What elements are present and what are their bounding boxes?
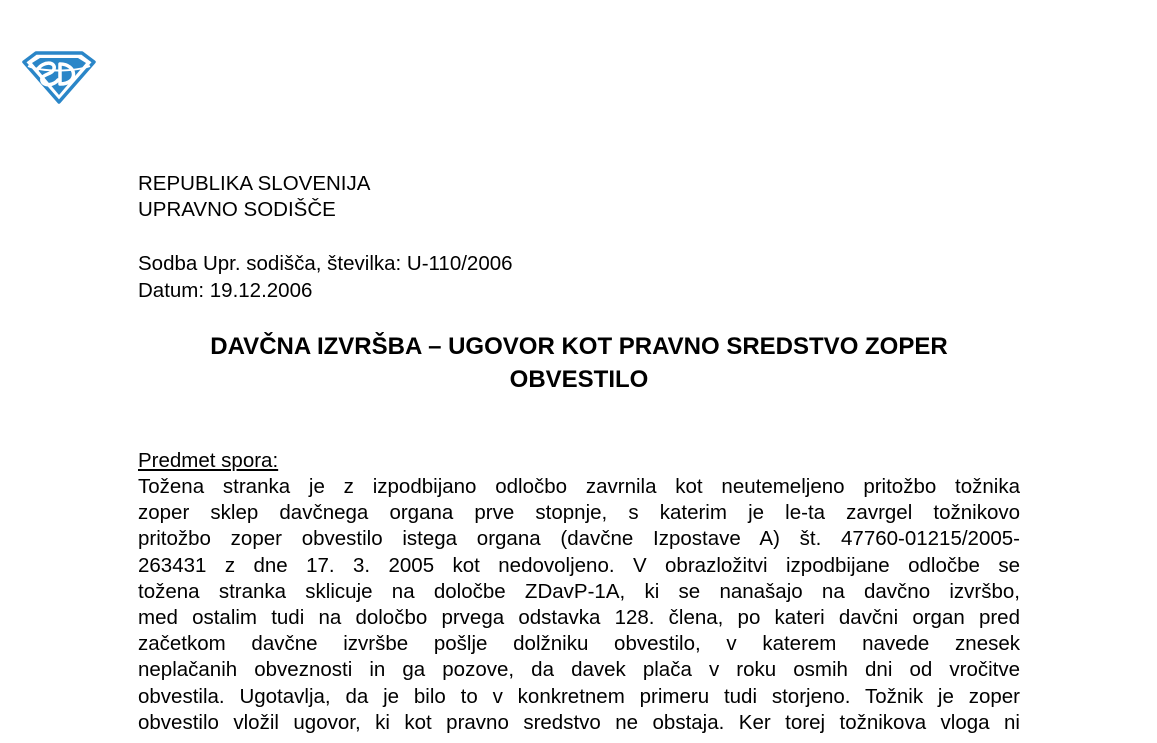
paragraph-line: 263431 z dne 17. 3. 2005 kot nedovoljeno. V obrazložitvi izpodbijane odločbe se xyxy=(138,553,1020,577)
paragraph-line: zoper sklep davčnega organa prve stopnje, s katerim je le-ta zavrgel tožnikovo xyxy=(138,501,1020,525)
document-title xyxy=(138,330,1020,396)
document-title-line-1: DAVČNA IZVRŠBA – UGOVOR KOT PRAVNO SREDSTVO ZOPER xyxy=(210,333,948,360)
court-name: UPRAVNO SODIŠČE xyxy=(138,198,336,221)
paragraph-line: začetkom davčne izvršbe pošlje dolžniku obvestilo, v katerem navede znesek xyxy=(138,632,1020,656)
judgment-date: Datum: 19.12.2006 xyxy=(138,279,313,302)
paragraph-line: obvestila. Ugotavlja, da je bilo to v konkretnem primeru tudi storjeno. Tožnik je zoper xyxy=(138,684,1020,708)
republic-name: REPUBLIKA SLOVENIJA xyxy=(138,172,371,195)
paragraph-line: med ostalim tudi na določbo prvega odstavka 128. člena, po kateri davčni organ pred xyxy=(138,605,1020,629)
document-title-line-2: OBVESTILO xyxy=(509,366,649,393)
paragraph-line: obvestilo vložil ugovor, ki kot pravno sredstvo ne obstaja. Ker torej tožnikova vloga ni xyxy=(138,710,1020,734)
paragraph-line: Tožena stranka je z izpodbijano odločbo zavrnila kot neutemeljeno pritožbo tožnika xyxy=(138,475,1020,498)
section-heading: Predmet spora: xyxy=(138,449,279,472)
paragraph-line: pritožbo zoper obvestilo istega organa (davčne Izpostave A) št. 47760-01215/2005- xyxy=(138,527,1020,551)
judgment-reference: Sodba Upr. sodišča, številka: U-110/2006 xyxy=(138,252,513,275)
body-paragraph xyxy=(138,474,1020,736)
court-logo xyxy=(22,50,96,104)
paragraph-line: neplačanih obveznosti in ga pozove, da davek plača v roku osmih dni od vročitve xyxy=(138,658,1020,682)
paragraph-line: tožena stranka sklicuje na določbe ZDavP-1A, ki se nanašajo na davčno izvršbo, xyxy=(138,579,1020,603)
shield-logo-icon xyxy=(22,50,96,104)
